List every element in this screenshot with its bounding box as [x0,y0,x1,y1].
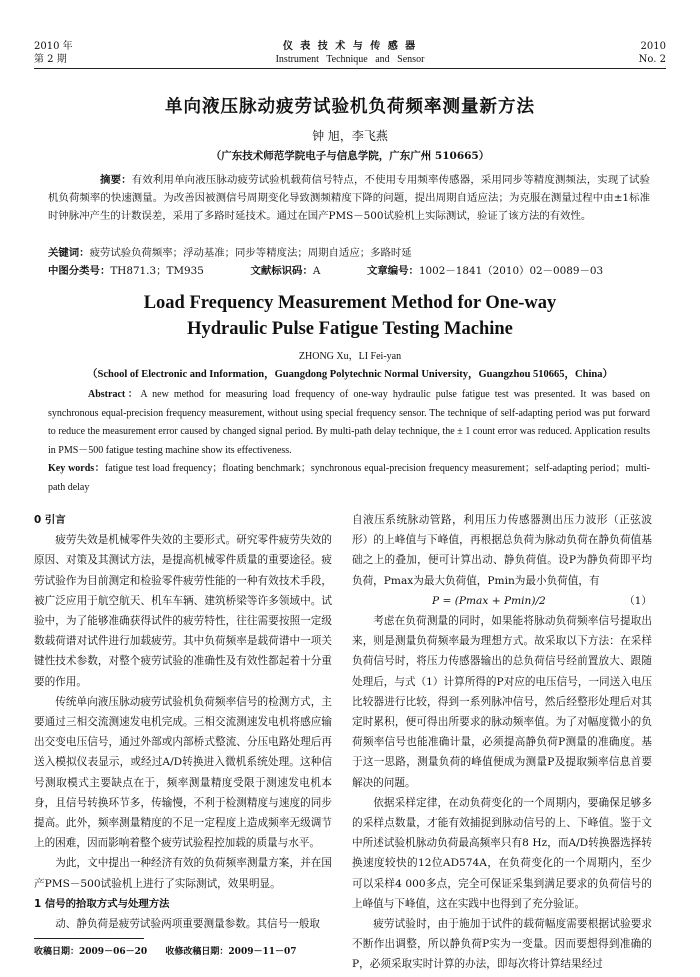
paragraph: 自液压系统脉动管路，利用压力传感器测出压力波形（正弦波形）的上峰值与下峰值，再根据总负荷为脉动负荷在静负荷值基础之上的叠加，便可计算出动、静负荷值。设P为静负荷即平均负荷，Pmax为最大负荷值，Pmin为最小负荷值，有 [352,514,652,587]
clc-value: TH871.3；TM935 [110,265,204,277]
abstract-en [48,386,650,460]
paragraph: 依据采样定律，在动负荷变化的一个周期内，要确保足够多的采样点数量，才能有效捕捉到脉动信号的上、下峰值。鉴于文中所述试验机脉动负荷最高频率只有8 Hz，而A/D转换器选择转换速度较快的12位AD574A，在负荷变化的一个周期内，至少可以采样4 000多点，完全可保证采集到满足要求的负荷信号的上峰值与下峰值，这在实践中也得到了充分验证。 [352,796,652,910]
keywords-en [48,460,650,497]
paper-title-en [0,290,700,342]
journal-title-cn: 仪 表 技 术 与 传 感 器 [282,41,418,52]
paragraph: 为此，文中提出一种经济有效的负荷频率测量方案，并在国产PMS－500试验机上进行了实际测试，效果明显。 [34,857,332,890]
keywords-cn-label: 关键词： [48,247,90,259]
authors-cn: 钟 旭，李飞燕 [312,129,388,143]
abstract-cn-label: 摘要： [100,174,132,186]
affiliation-cn: （广东技术师范学院电子与信息学院，广东广州 510665） [210,150,490,162]
equation-1 [352,591,652,611]
keywords-en-text: fatigue test load frequency；floating benchmark；synchronous equal-precision frequency measurement；self-adapting period；multi-path delay [48,463,650,493]
equation-1-number: （1） [624,594,652,607]
header-right-issue: No. 2 [638,54,666,65]
paper-title-en-line1: Load Frequency Measurement Method for One-way [143,293,557,313]
abstract-cn [48,171,650,225]
received-date: 2009－06－20 [79,947,148,957]
paragraph: 疲劳试验时，由于施加于试件的载荷幅度需要根据试验要求不断作出调整，所以静负荷P实为一变量。因而要想得到准确的P，必须采取实时计算的办法，即每次将计算结果经过 [352,918,652,971]
keywords-en-label: Key words： [48,463,105,474]
header-rule [34,68,666,69]
paper-title-en-line2: Hydraulic Pulse Fatigue Testing Machine [187,319,513,339]
doc-code-label: 文献标识码： [250,265,313,277]
abstract-en-label: Abstract： [88,389,141,400]
authors-en: ZHONG Xu，LI Fei-yan [298,351,402,362]
abstract-en-text: A new method for measuring load frequency of one-way hydraulic pulse fatigue test was presented. It was based on synchronous equal-precision frequency measurement, without using special frequency sensor. The technique of self-adapting period was put forward to reduce the measurement error caused by changed signal period. By multi-path delay technique, the ± 1 count error was reduced. Application results in PMS－500 fatigue testing machine show its effectiveness. [48,389,650,456]
keywords-cn [48,244,650,262]
header-year: 2010 年 [34,41,73,52]
body-left-column [34,510,332,934]
footnote-dates [34,944,334,957]
received-label: 收稿日期： [34,947,80,957]
revised-date: 2009－11－07 [228,947,297,957]
footnote-rule [34,938,144,939]
paragraph: 疲劳失效是机械零件失效的主要形式。研究零件疲劳失效的原因、对策及其测试方法，是提高机械零件质量的重要途径。疲劳试验作为目前测定和检验零件疲劳性能的一种有效技术手段，被广泛应用于航空航天、机车车辆、建筑桥梁等许多领域中。试验中，为了能够准确获得试件的疲劳特性，往往需要按照一定级数载荷谱对试件进行加载疲劳。其中负荷频率是载荷谱中一项关键性技术参数，对整个疲劳试验的准确性及有效性都起着十分重要的作用。 [34,534,332,688]
revised-label: 收修改稿日期： [165,947,229,957]
header-right [639,40,666,66]
paragraph: 传统单向液压脉动疲劳试验机负荷频率信号的检测方式，主要通过三相交流测速发电机完成。三相交流测速发电机将感应输出交变电压信号，通过外部或内部桥式整流、分压电路处理后再送入模拟仪表显示，或经过A/D转换进入微机系统处理。这种信号测取模式主要缺点在于，频率测量精度受限于测速发电机本身，且信号转换环节多，传输慢，不利于检测精度与速度的同步提高。此外，频率测量精度的不足一定程度上造成频率无级调节上的困难，因而影响着整个疲劳试验程控加载的质量与水平。 [34,695,332,850]
article-no-value: 1002－1841（2010）02－0089－03 [418,265,604,277]
doc-code-value: A [312,265,321,277]
header-right-year: 2010 [640,41,666,52]
header-journal [0,40,700,66]
paragraph: 考虑在负荷测量的同时，如果能将脉动负荷频率信号提取出来，则是测量负荷频率最为理想方式。故采取以下方法：在采样负荷信号时，将压力传感器输出的总负荷信号经前置放大、跟随处理后，与式（1）计算所得的P对应的电压信号，一同送入电压比较器进行比较，得到一系列脉冲信号，然后经整形处理后对其定时累积，便可得出所要求的脉动频率值。为了对幅度微小的负荷频率信号也能准确计量，必须提高静负荷P测量的准确度。基于这一思路，测量负荷的峰值便成为测量P及提取频率信息首要解决的问题。 [352,615,652,789]
paragraph: 动、静负荷是疲劳试验两项重要测量参数。其信号一般取 [55,918,321,931]
body-right-column [352,510,652,975]
equation-1-formula: P = (Pmax + Pmin)/2 [432,594,546,607]
clc-label: 中图分类号： [48,265,111,277]
section-heading-0: 0 引言 [34,514,66,526]
affiliation-en: （School of Electronic and Information，Guangdong Polytechnic Normal University，Guangzhou 510665，China） [86,369,613,380]
abstract-cn-text: 有效利用单向液压脉动疲劳试验机载荷信号特点，不使用专用频率传感器，采用同步等精度测频法，实现了试验机负荷频率的快速测量。为改善因被测信号周期变化导致测频精度下降的问题，提出周期自适应法；为克服在测量过程中由±1标准时钟脉冲产生的计数误差，采用了多路时延技术。通过在国产PMS－500试验机上实际测试，验证了该方法的有效性。 [48,174,651,222]
header-issue: 第 2 期 [34,54,67,65]
article-no-label: 文章编号： [366,265,419,277]
journal-title-en: Instrument Technique and Sensor [275,54,425,65]
keywords-cn-text: 疲劳试验负荷频率；浮动基准；同步等精度法；周期自适应；多路时延 [89,247,412,259]
section-heading-1: 1 信号的拾取方式与处理方法 [34,897,170,910]
classification [48,262,650,280]
paper-title-cn: 单向液压脉动疲劳试验机负荷频率测量新方法 [165,97,535,117]
